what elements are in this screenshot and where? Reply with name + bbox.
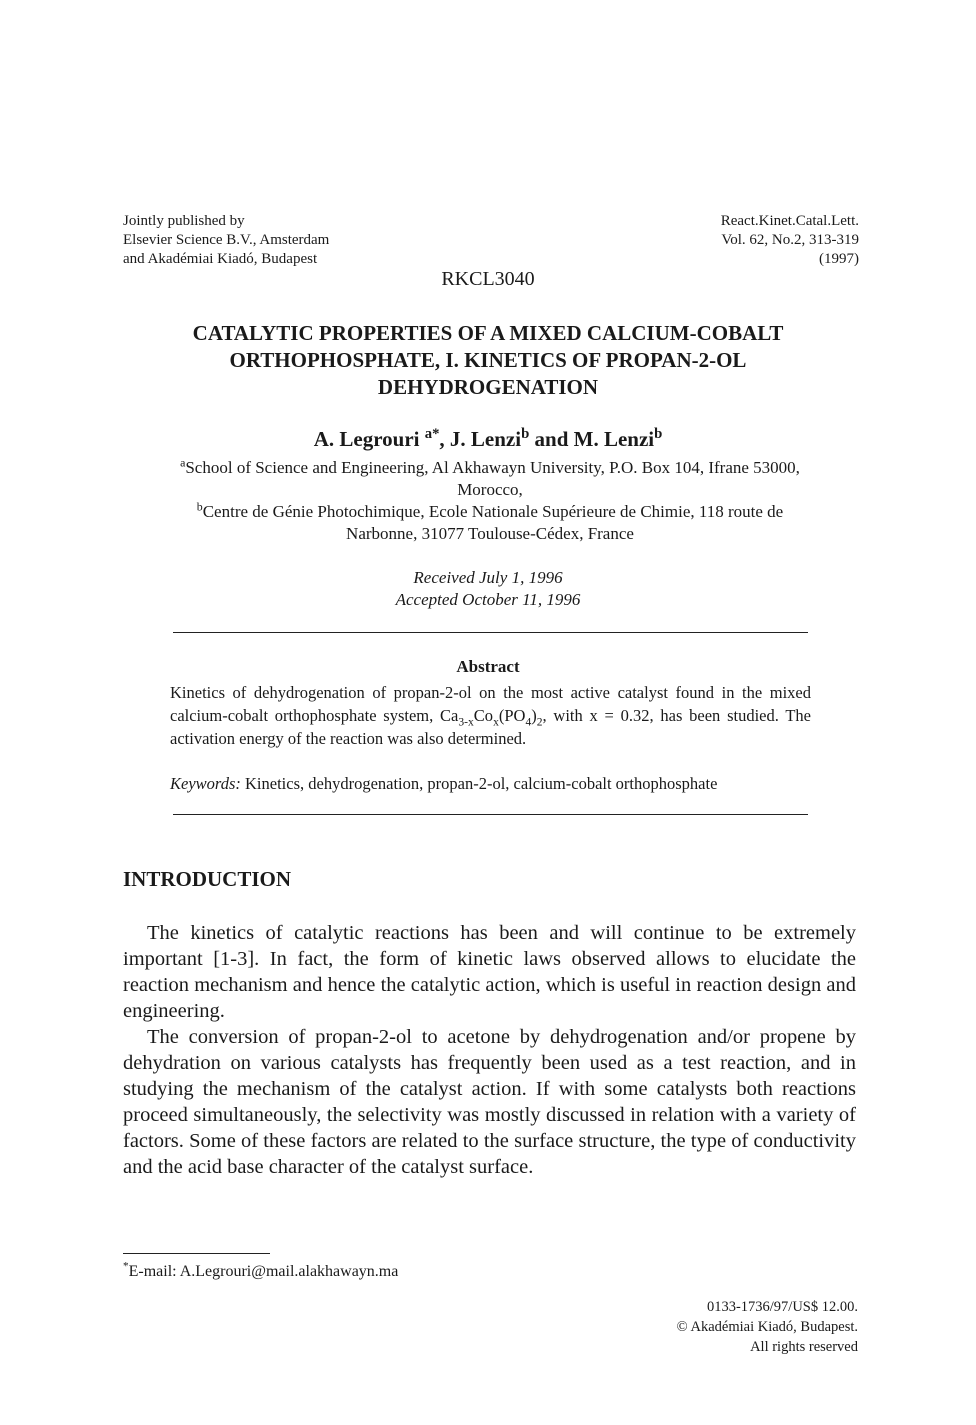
abstract-heading: Abstract [456, 657, 520, 676]
abstract-text [170, 681, 811, 750]
publisher-line: Elsevier Science B.V., Amsterdam [123, 232, 330, 248]
abstract-bottom-rule [173, 814, 808, 815]
accepted-date: Accepted October 11, 1996 [395, 590, 581, 609]
received-date: Received July 1, 1996 [413, 568, 563, 587]
formula-part: ) [531, 706, 537, 725]
issn-price: 0133-1736/97/US$ 12.00. [706, 1299, 858, 1315]
journal-line: React.Kinet.Catal.Lett. [720, 213, 859, 229]
section-heading-introduction: INTRODUCTION [123, 867, 292, 891]
author-name: A. Legrouri [313, 427, 420, 451]
keywords-list: Kinetics, dehydrogenation, propan-2-ol, calcium-cobalt orthophosphate [240, 774, 718, 793]
formula-part: Ca [440, 706, 459, 725]
affiliation-b-cont: Narbonne, 31077 Toulouse-Cédex, France [346, 524, 634, 543]
footnote-email: E-mail: A.Legrouri@mail.alakhawayn.ma [128, 1263, 399, 1280]
author-name: J. Lenzi [449, 427, 522, 451]
author-list: A. Legrouri $^{a*}$, J. Lenzi$^b$ and M. Lenzi$^b$ [313, 426, 663, 451]
title-line: CATALYTIC PROPERTIES OF A MIXED CALCIUM-COBALT [192, 321, 784, 345]
affiliation-mark: a [180, 455, 186, 470]
journal-line: (1997) [819, 251, 859, 267]
abstract-text-part: Kinetics of dehydrogenation of propan-2-ol on the most active catalyst found in the mixed calcium-cobalt orthophosphate system, [170, 683, 811, 725]
formula-sub: 2 [536, 716, 543, 729]
affiliation-text: Centre de Génie Photochimique, Ecole Nationale Supérieure de Chimie, 118 route de [202, 502, 784, 521]
abstract-top-rule [173, 632, 808, 633]
author-name: M. Lenzi [573, 427, 655, 451]
paragraph-text: The conversion of propan-2-ol to acetone by dehydrogenation and/or propene by dehydration on various catalysts has frequently been used as a test reaction, and in studying the mechanism of the catalyst action. If with some catalysts both reactions proceed simultaneously, the selectivity was mostly discussed in relation with a variety of factors. Some of these factors are related to the surface structure, the type of conductivity and the acid base character of the catalyst surface. [123, 1026, 856, 1178]
keywords [170, 772, 811, 795]
article-code: RKCL3040 [441, 268, 535, 290]
author-conjunction: and [534, 427, 569, 451]
abstract-text-part: , with x = 0.32, has been studied. The activation energy of the reaction was also determined. [170, 706, 811, 748]
affiliation-a [120, 457, 860, 479]
publisher-info [123, 212, 329, 269]
intro-paragraph-1 [123, 920, 856, 1024]
affiliation-mark: b [196, 499, 203, 514]
affiliation-text: School of Science and Engineering, Al Akhawayn University, P.O. Box 104, Ifrane 53000, [185, 458, 800, 477]
formula-part: Co [473, 706, 494, 725]
copyright-block [677, 1297, 858, 1357]
publisher-line: and Akadémiai Kiadó, Budapest [123, 251, 318, 267]
title-line: ORTHOPHOSPHATE, I. KINETICS OF PROPAN-2-OL [229, 348, 747, 372]
formula-sub: 3-x [458, 716, 474, 729]
paragraph-text: The kinetics of catalytic reactions has been and will continue to be extremely important [1-3]. In fact, the form of kinetic laws observed allows to elucidate the reaction mechanism and hence the catalytic action, which is useful in reaction design and engineering. [123, 922, 856, 1022]
affiliations [120, 457, 860, 545]
footnote-rule [123, 1253, 270, 1254]
author-affiliation-mark: b [654, 426, 663, 442]
footnote [123, 1260, 399, 1281]
affiliation-b [120, 501, 860, 523]
formula-part: (PO [498, 706, 526, 725]
affiliation-a-cont: Morocco, [457, 480, 523, 499]
publisher-line: Jointly published by [123, 213, 245, 229]
rights: All rights reserved [750, 1339, 858, 1355]
journal-citation [721, 212, 859, 269]
title-line: DEHYDROGENATION [377, 375, 599, 399]
paper-title [140, 320, 836, 401]
author-affiliation-mark: b [521, 426, 530, 442]
author-affiliation-mark: a* [424, 426, 440, 442]
copyright: © Akadémiai Kiadó, Budapest. [676, 1319, 858, 1335]
keywords-label: Keywords: [170, 774, 241, 793]
formula-sub: x [493, 716, 499, 729]
intro-paragraph-2 [123, 1024, 856, 1180]
history-dates [0, 567, 976, 611]
journal-line: Vol. 62, No.2, 313-319 [721, 232, 859, 248]
footnote-mark: * [123, 1260, 129, 1273]
formula-sub: 4 [525, 716, 532, 729]
formula [440, 706, 543, 729]
